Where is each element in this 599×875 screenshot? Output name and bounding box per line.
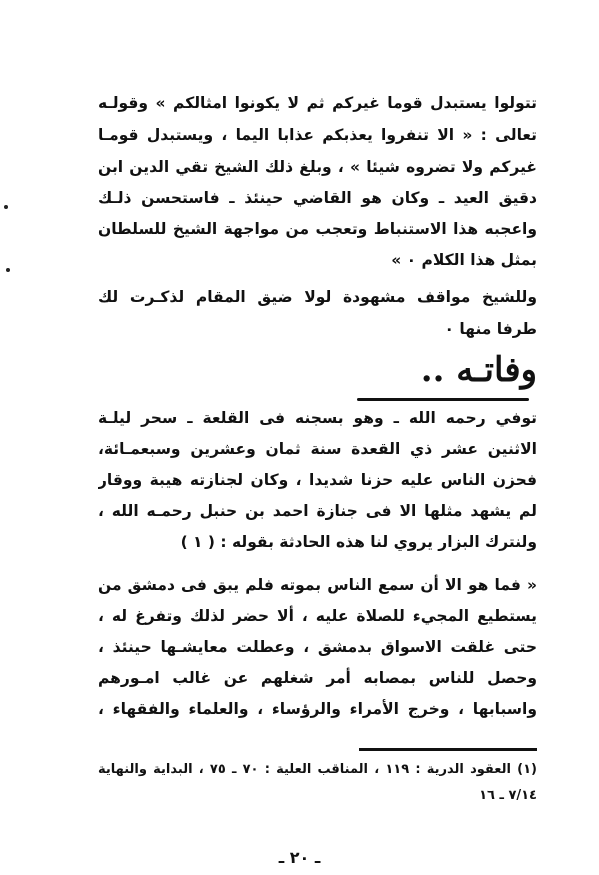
- text-line: « فما هو الا أن سمع الناس بموته فلم يبق فى دمشق من: [98, 576, 537, 594]
- text-line: تتولوا يستبدل قوما غيركم ثم لا يكونوا امثالكم » وقولـه: [98, 94, 537, 112]
- text-line: توفي رحمه الله ـ وهو بسجنه فى القلعة ـ سحر ليلـة: [98, 409, 537, 427]
- footnote-line: ٧/١٤ ـ ١٦: [479, 788, 537, 803]
- text-line: واسبابها ، وخرج الأمراء والرؤساء ، والعلماء والفقهاء ،: [98, 700, 537, 718]
- text-line: ولنترك البزار يروي لنا هذه الحادثة بقوله : ( ١ ): [180, 533, 537, 551]
- heading-underline: [357, 398, 529, 401]
- text-line: فحزن الناس عليه حزنا شديدا ، وكان لجنازته هيبة ووقار: [98, 471, 537, 489]
- text-line: دقيق العيد ـ وكان هو القاضي حينئذ ـ فاستحسن ذلـك: [98, 189, 537, 207]
- text-line: بمثل هذا الكلام ٠ »: [391, 251, 537, 269]
- text-line: حتى غلقت الاسواق بدمشق ، وعطلت معايشـها حينئذ ،: [98, 638, 537, 656]
- text-line: الاثنين عشر ذي القعدة سنة ثمان وعشرين وسبعمـائة،: [98, 440, 537, 458]
- scan-speck: [4, 205, 8, 209]
- text-line: طرفا منها ٠: [444, 320, 537, 338]
- page-number: ـ ٢٠ ـ: [278, 848, 321, 867]
- text-line: غيركم ولا تضروه شيئا » ، وبلغ ذلك الشيخ تقي الدين ابن: [98, 158, 537, 176]
- text-line: واعجبه هذا الاستنباط وتعجب من مواجهة الشيخ للسلطان: [98, 220, 537, 238]
- text-line: لم يشهد مثلها الا فى جنازة احمد بن حنبل رحمـه الله ،: [98, 502, 537, 520]
- footnote-line: (١) العقود الدرية : ١١٩ ، المناقب العلية : ٧٠ ـ ٧٥ ، البداية والنهاية: [98, 762, 537, 777]
- text-line: وحصل للناس بمصابه أمر شغلهم عن غالب امـورهم: [98, 669, 537, 687]
- scan-speck: [6, 268, 10, 272]
- section-heading: وفاتـه ..: [420, 350, 537, 390]
- text-line: يستطيع المجيء للصلاة عليه ، ألا حضر لذلك وتفرغ له ،: [98, 607, 537, 625]
- text-line: وللشيخ مواقف مشهودة لولا ضيق المقام لذكـرت لك: [98, 288, 537, 306]
- text-line: تعالى : « الا تنفروا يعذبكم عذابا اليما ، ويستبدل قومـا: [98, 126, 537, 144]
- footnote-rule: [359, 748, 537, 751]
